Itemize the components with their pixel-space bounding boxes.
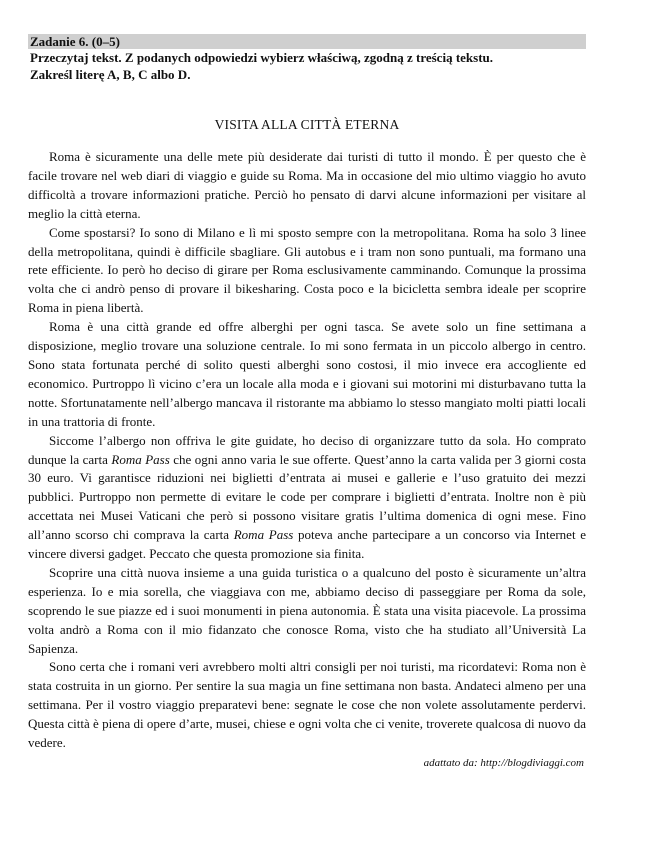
italic-term: Roma Pass (111, 451, 170, 467)
text-run: poteva anche partecipare a un concorso via Internet e vincere diversi gadget. Peccato che questa promozione sia finita. (28, 527, 587, 562)
exam-page (28, 34, 586, 770)
article-paragraph: Come spostarsi? Io sono di Milano e lì mi sposto sempre con la metropolitana. Roma ha solo 3 linee della metropolitana, quindi è difficile sbagliare. Gli autobus e i tram non sono puntuali, ma formano una rete efficiente. Io però ho deciso di girare per Roma esclusivamente camminando. Comunque la prossima volta che ci andrò penso di provare il bikesharing. Costa poco e la bicicletta sembra ideale per scoprire Roma in piena libertà. (28, 224, 586, 316)
article-body (28, 148, 586, 753)
task-header: Zadanie 6. (0–5) (28, 34, 586, 49)
article-paragraph: Scoprire una città nuova insieme a una guida turistica o a qualcuno del posto è sicuramente un’altra esperienza. Io e mia sorella, che viaggiava con me, abbiamo deciso di passeggiare per Roma da sole, scoprendo le sue piazze ed i suoi monumenti in piena autonomia. È stata una visita piacevole. La prossima volta andrò a Roma con il mio fidanzato che conosce Roma, visto che ha studiato all’Università La Sapienza. (28, 564, 586, 656)
text-run: che ogni anno varia le sue offerte. Quest’anno la carta valida per 3 giorni costa 30 euro. Vi garantisce riduzioni nei biglietti d’entrata ai musei e gallerie e l’uso gratuito dei mezzi pubblici. Purtroppo non permette di evitare le code per comprare i biglietti d’entrata. Inoltre non è più accettata nei Musei Vaticani che però si possono visitare gratis l’ultima domenica di ogni mese. Fino all’anno scorso chi comprava la carta (28, 451, 586, 543)
text-run: Siccome l’albergo non offriva le gite guidate, ho deciso di organizzare tutto da sola. Ho comprato dunque la carta (28, 432, 586, 467)
article-title: VISITA ALLA CITTÀ ETERNA (214, 117, 400, 132)
article-paragraph-romapass (28, 432, 586, 564)
article-paragraph: Roma è una città grande ed offre alberghi per ogni tasca. Se avete solo un fine settimana a disposizione, meglio trovare una soluzione centrale. Io mi sono fermata in un piccolo albergo in centro. Sono stata fortunata perché di solito questi alberghi sono costosi, il mio invece era accogliente ed economico. Purtroppo lì vicino c’era un locale alla moda e i giovani sui motorini mi disturbavano tutta la notte. Sfortunatamente nell’albergo mancava il ristorante ma abbiamo lo stesso mangiato molti piatti locali in una trattoria di fronte. (28, 319, 586, 429)
article-paragraph: Sono certa che i romani veri avrebbero molti altri consigli per noi turisti, ma ricordatevi: Roma non è stata costruita in un giorno. Per sentire la sua magia un fine settimana non basta. Andateci almeno per una settimana. Per il vostro viaggio preparatevi bene: segnate le cose che non volete assolutamente perdervi. Questa città è piena di opere d’arte, musei, chiese e ogni volta che ci venite, troverete qualcosa di nuovo da vedere. (28, 659, 586, 751)
source-citation: adattato da: http://blogdiviaggi.com (423, 757, 584, 769)
italic-term: Roma Pass (233, 527, 294, 543)
instruction-line: Przeczytaj tekst. Z podanych odpowiedzi wybierz właściwą, zgodną z treścią tekstu. (30, 50, 494, 65)
task-instruction (28, 49, 586, 83)
instruction-line: Zakreśl literę A, B, C albo D. (30, 67, 191, 82)
article-paragraph: Roma è sicuramente una delle mete più desiderate dai turisti di tutto il mondo. È per questo che è facile trovare nel web diari di viaggio e guide su Roma. Ma in occasione del mio ultimo viaggio ho avuto difficoltà a trovare informazioni pratiche. Perciò ho pensato di darvi alcune informazioni per visitare al meglio la città eterna. (28, 149, 586, 221)
